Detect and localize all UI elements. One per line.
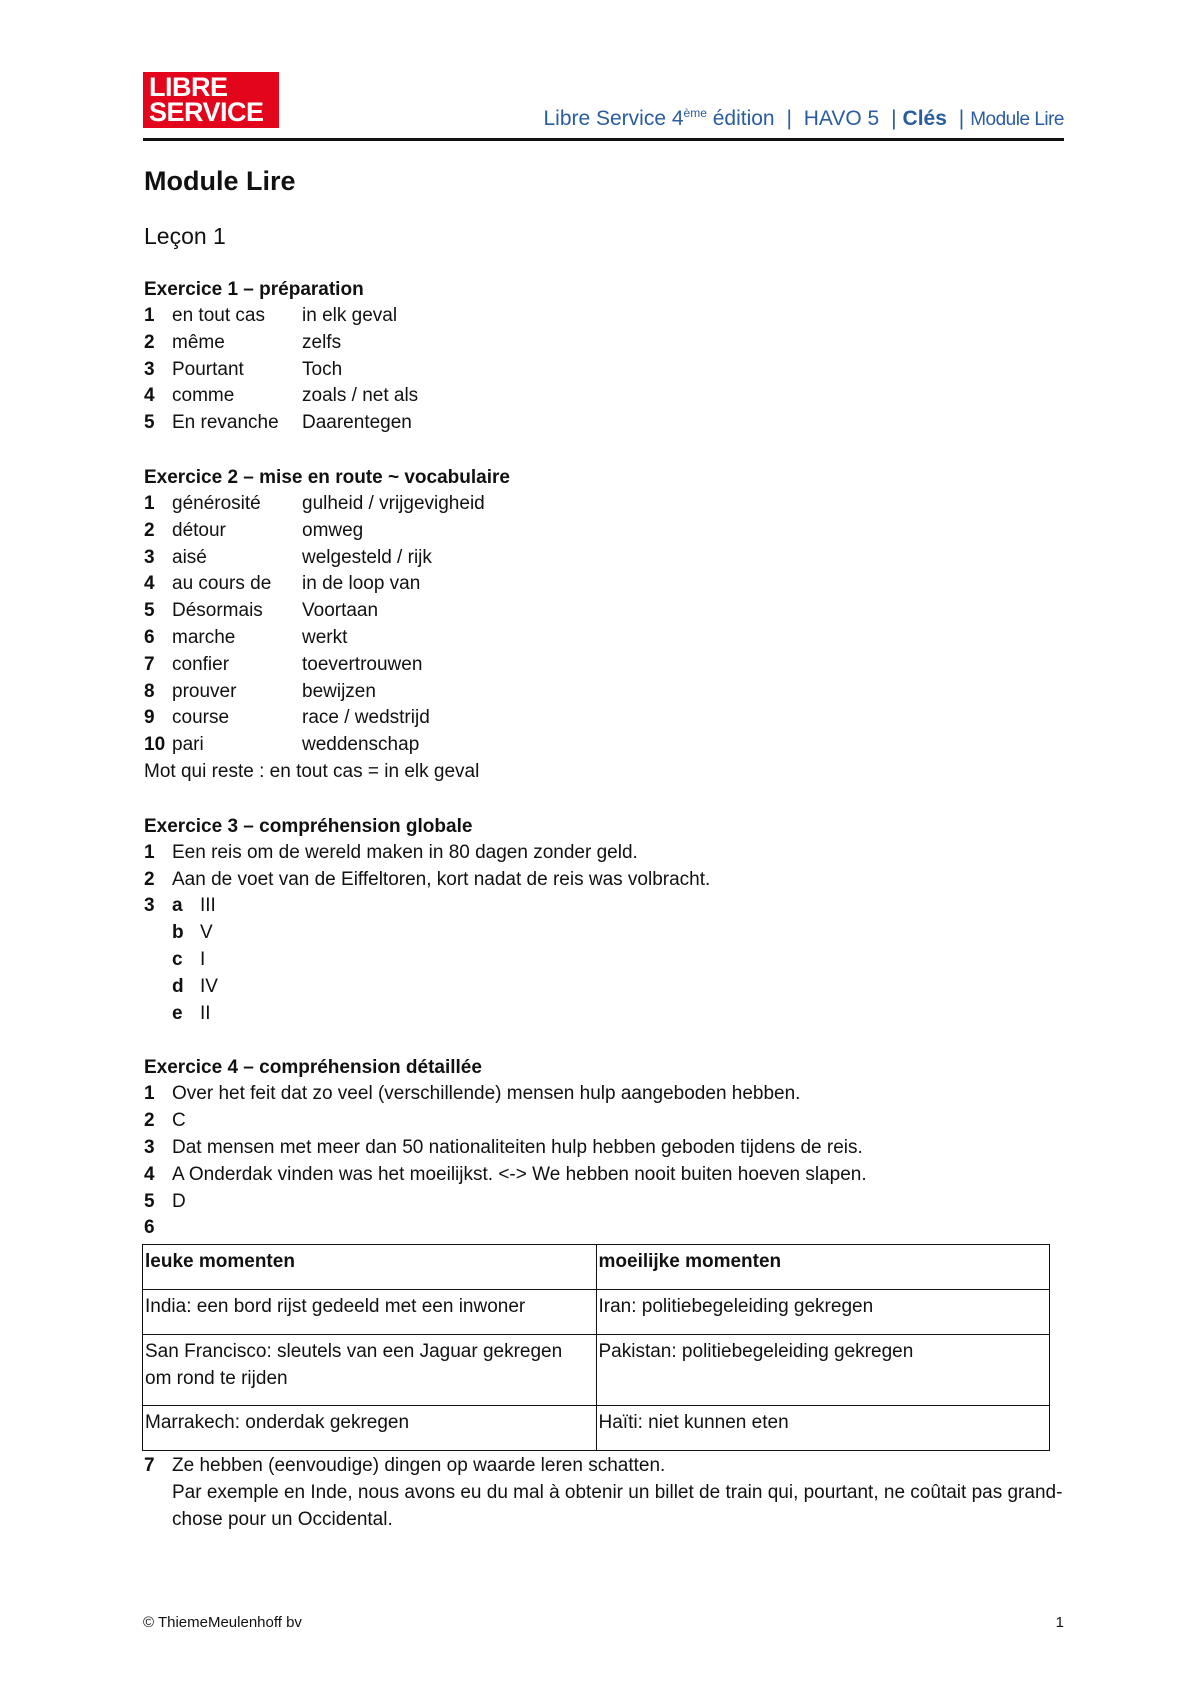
vocab-dutch: in de loop van xyxy=(302,573,421,595)
hard-moment-cell: Pakistan: politiebegeleiding gekregen xyxy=(596,1334,1050,1406)
vocab-number: 2 xyxy=(144,519,155,541)
answer-number: 1 xyxy=(144,841,155,863)
vocab-number: 2 xyxy=(144,331,155,353)
header-book: Libre Service 4 xyxy=(543,107,684,130)
answer-number: 6 xyxy=(144,1217,155,1239)
vocab-french: comme xyxy=(172,385,235,407)
vocab-dutch: toevertrouwen xyxy=(302,653,423,675)
vocab-row xyxy=(144,518,1064,545)
remaining-word: Mot qui reste : en tout cas = in elk geval xyxy=(144,760,480,782)
matching-item xyxy=(172,947,218,974)
vocab-row xyxy=(144,598,1064,625)
answer-number: 2 xyxy=(144,868,155,890)
matching-item xyxy=(172,920,218,947)
exercise-4-title: Exercice 4 – compréhension détaillée xyxy=(144,1057,482,1079)
matching-letter: a xyxy=(172,895,183,917)
vocab-dutch: race / wedstrijd xyxy=(302,707,430,729)
vocab-number: 10 xyxy=(144,734,166,756)
vocab-number: 5 xyxy=(144,412,155,434)
answer-text: Over het feit dat zo veel (verschillende) mensen hulp aangeboden hebben. xyxy=(172,1083,801,1105)
answer-number: 4 xyxy=(144,1163,155,1185)
logo-line-2: SERVICE xyxy=(149,97,264,127)
vocab-row xyxy=(144,705,1064,732)
answer-row xyxy=(144,1108,1064,1135)
vocab-row xyxy=(144,625,1064,652)
vocab-french: prouver xyxy=(172,680,237,702)
answer-row xyxy=(144,1453,1064,1533)
matching-letter: c xyxy=(172,948,183,970)
vocab-row xyxy=(144,357,1064,384)
answer-number: 2 xyxy=(144,1110,155,1132)
table-row xyxy=(143,1289,1050,1334)
moments-table xyxy=(142,1244,1050,1451)
vocab-dutch: bewijzen xyxy=(302,680,376,702)
answer-number: 5 xyxy=(144,1190,155,1212)
header-keys: Clés xyxy=(902,107,947,130)
vocab-french: générosité xyxy=(172,492,261,514)
matching-letter: b xyxy=(172,922,184,944)
exercise-3 xyxy=(144,813,1064,1028)
vocab-number: 1 xyxy=(144,305,155,326)
vocab-french: aisé xyxy=(172,546,207,568)
vocab-french: pari xyxy=(172,734,204,756)
page-footer xyxy=(143,1614,1064,1631)
answer-text: C xyxy=(172,1110,186,1132)
vocab-dutch: werkt xyxy=(302,626,348,648)
column-header-fun: leuke momenten xyxy=(143,1245,597,1290)
exercise-1-list xyxy=(144,303,1064,437)
vocab-number: 7 xyxy=(144,653,155,675)
table-row xyxy=(143,1406,1050,1451)
vocab-dutch: zelfs xyxy=(302,331,342,353)
vocab-number: 4 xyxy=(144,385,155,407)
vocab-french: marche xyxy=(172,626,236,648)
answer-text: Dat mensen met meer dan 50 nationaliteiten hulp hebben geboden tijdens de reis. xyxy=(172,1136,863,1158)
vocab-french: en tout cas xyxy=(172,305,265,326)
matching-item xyxy=(172,1001,218,1028)
answer-text: A Onderdak vinden was het moeilijkst. <-> We hebben nooit buiten hoeven slapen. xyxy=(172,1163,867,1185)
vocab-french: même xyxy=(172,331,225,353)
header-separator: | xyxy=(958,107,965,130)
vocab-french: Désormais xyxy=(172,600,263,622)
vocab-french: confier xyxy=(172,653,230,675)
vocab-french: Pourtant xyxy=(172,358,244,380)
answer-number: 3 xyxy=(144,1136,155,1158)
answer-text: D xyxy=(172,1190,186,1212)
vocab-dutch: gulheid / vrijgevigheid xyxy=(302,492,485,514)
header-rule xyxy=(143,138,1064,141)
hard-moment-cell: Iran: politiebegeleiding gekregen xyxy=(596,1289,1050,1334)
matching-value: IV xyxy=(200,975,218,997)
vocab-number: 8 xyxy=(144,680,155,702)
answer-number: 3 xyxy=(144,895,155,917)
vocab-row xyxy=(144,303,1064,330)
exercise-1-title: Exercice 1 – préparation xyxy=(144,279,364,300)
fun-moment-cell: San Francisco: sleutels van een Jaguar gekregen om rond te rijden xyxy=(143,1334,597,1406)
vocab-dutch: zoals / net als xyxy=(302,385,419,407)
exercise-3-title: Exercice 3 – compréhension globale xyxy=(144,815,473,837)
vocab-number: 3 xyxy=(144,546,155,568)
matching-letter: e xyxy=(172,1002,183,1024)
fun-moment-cell: India: een bord rijst gedeeld met een inwoner xyxy=(143,1289,597,1334)
answer-7-block xyxy=(172,1453,1064,1533)
document-body xyxy=(144,166,1064,1533)
header-separator: | xyxy=(891,107,897,130)
vocab-number: 4 xyxy=(144,573,155,595)
table-row xyxy=(143,1334,1050,1406)
page-number: 1 xyxy=(1055,1614,1064,1631)
answer-row xyxy=(144,1135,1064,1162)
lesson-title: Leçon 1 xyxy=(144,223,226,249)
vocab-french: course xyxy=(172,707,230,729)
exercise-4 xyxy=(144,1054,1064,1533)
answer-quote: Par exemple en Inde, nous avons eu du mal à obtenir un billet de train qui, pourtant, ne coûtait pas grand-chose pour un Occidental. xyxy=(172,1481,1063,1530)
vocab-dutch: in elk geval xyxy=(302,305,398,326)
table-header-row xyxy=(143,1245,1050,1290)
libre-service-logo xyxy=(143,72,279,128)
answer-text: Een reis om de wereld maken in 80 dagen zonder geld. xyxy=(172,841,638,863)
answer-row xyxy=(144,893,1064,1027)
vocab-row xyxy=(144,679,1064,706)
matching-value: II xyxy=(200,1002,211,1024)
fun-moment-cell: Marrakech: onderdak gekregen xyxy=(143,1406,597,1451)
answer-row xyxy=(144,1189,1064,1216)
answer-number: 7 xyxy=(144,1455,155,1477)
vocab-dutch: Voortaan xyxy=(302,600,379,622)
matching-list xyxy=(172,893,218,1027)
vocab-number: 5 xyxy=(144,600,155,622)
vocab-row xyxy=(144,330,1064,357)
answer-text: Aan de voet van de Eiffeltoren, kort nadat de reis was volbracht. xyxy=(172,868,711,890)
matching-item xyxy=(172,893,218,920)
vocab-dutch: Daarentegen xyxy=(302,412,412,434)
logo-line-1: LIBRE xyxy=(149,72,228,102)
header-edition-sup: ème xyxy=(683,106,707,120)
vocab-french: détour xyxy=(172,519,226,541)
vocab-row xyxy=(144,491,1064,518)
copyright: © ThiemeMeulenhoff bv xyxy=(143,1614,302,1631)
hard-moment-cell: Haïti: niet kunnen eten xyxy=(596,1406,1050,1451)
vocab-dutch: Toch xyxy=(302,358,343,380)
answer-row xyxy=(144,1215,1064,1242)
header-module: Module Lire xyxy=(970,109,1064,130)
vocab-row xyxy=(144,410,1064,437)
vocab-number: 1 xyxy=(144,492,155,514)
column-header-hard: moeilijke momenten xyxy=(596,1245,1050,1290)
vocab-row xyxy=(144,732,1064,759)
header-edition: édition xyxy=(706,107,775,130)
answer-row xyxy=(144,840,1064,867)
vocab-french: En revanche xyxy=(172,412,279,434)
answer-row xyxy=(144,867,1064,894)
matching-letter: d xyxy=(172,975,184,997)
vocab-row xyxy=(144,383,1064,410)
vocab-dutch: omweg xyxy=(302,519,364,541)
header-level: HAVO 5 xyxy=(803,107,880,130)
matching-item xyxy=(172,974,218,1001)
vocab-row xyxy=(144,545,1064,572)
matching-value: III xyxy=(200,895,216,917)
vocab-number: 3 xyxy=(144,358,155,380)
answer-row xyxy=(144,1081,1064,1108)
vocab-row xyxy=(144,571,1064,598)
vocab-french: au cours de xyxy=(172,573,272,595)
answer-text: Ze hebben (eenvoudige) dingen op waarde leren schatten. xyxy=(172,1455,666,1477)
exercise-1 xyxy=(144,276,1064,437)
matching-value: V xyxy=(200,922,213,944)
answer-row xyxy=(144,1162,1064,1189)
matching-value: I xyxy=(200,948,206,970)
exercise-2-list xyxy=(144,491,1064,759)
vocab-row xyxy=(144,652,1064,679)
header-separator: | xyxy=(786,107,792,130)
vocab-dutch: welgesteld / rijk xyxy=(302,546,432,568)
running-header xyxy=(543,106,1064,131)
exercise-2 xyxy=(144,464,1064,786)
exercise-2-title: Exercice 2 – mise en route ~ vocabulaire xyxy=(144,466,510,488)
answer-number: 1 xyxy=(144,1083,155,1105)
vocab-number: 6 xyxy=(144,626,155,648)
page-title: Module Lire xyxy=(144,166,296,196)
vocab-number: 9 xyxy=(144,707,155,729)
vocab-dutch: weddenschap xyxy=(302,734,420,756)
